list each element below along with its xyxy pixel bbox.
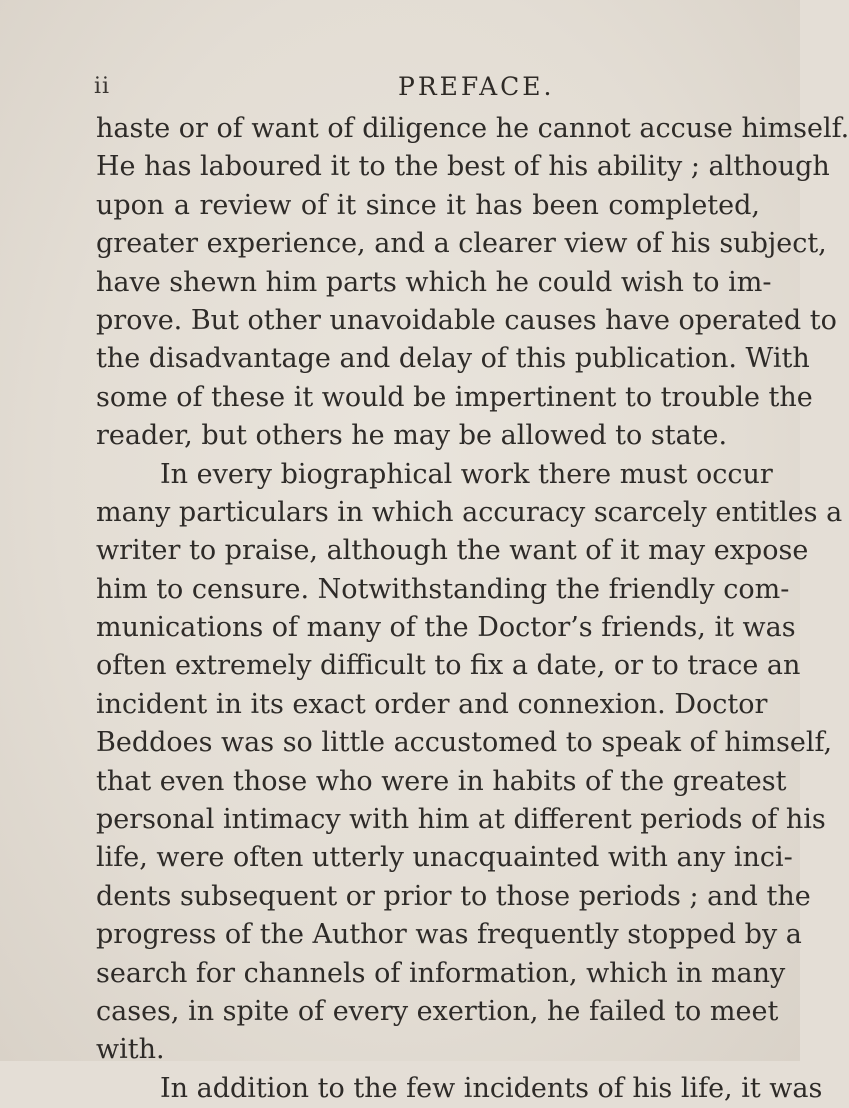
- text-line: writer to praise, although the want of it may expose: [96, 535, 809, 567]
- text-line: often extremely difficult to fix a date, or to trace an: [96, 650, 801, 682]
- running-head: PREFACE.: [398, 72, 555, 101]
- text-line: haste or of want of diligence he cannot accuse himself.: [96, 113, 849, 144]
- text-line: personal intimacy with him at different periods of his: [96, 804, 826, 836]
- text-line: greater experience, and a clearer view of his subject,: [96, 228, 827, 260]
- text-line: upon a review of it since it has been completed,: [96, 189, 760, 221]
- text-line: the disadvantage and delay of this publication. With: [96, 343, 810, 375]
- text-line: He has laboured it to the best of his ability ; although: [96, 151, 830, 183]
- text-line: munications of many of the Doctor’s friends, it was: [96, 612, 796, 644]
- text-line: with.: [96, 1034, 165, 1066]
- text-line: Beddoes was so little accustomed to speak of himself,: [96, 727, 833, 759]
- text-line: reader, but others he may be allowed to state.: [96, 420, 728, 452]
- text-line: some of these it would be impertinent to trouble the: [96, 381, 813, 413]
- page-header: [0, 70, 800, 110]
- text-line: In addition to the few incidents of his life, it was: [160, 1072, 823, 1104]
- text-line: life, were often utterly unacquainted with any inci-: [96, 842, 793, 874]
- text-line: prove. But other unavoidable causes have operated to: [96, 304, 837, 336]
- text-line: have shewn him parts which he could wish to im-: [96, 266, 772, 298]
- text-line: dents subsequent or prior to those periods ; and the: [96, 880, 811, 912]
- text-line: him to censure. Notwithstanding the friendly com-: [96, 573, 790, 605]
- body-text: [96, 110, 849, 1108]
- text-line: search for channels of information, which in many: [96, 957, 786, 989]
- text-line: many particulars in which accuracy scarcely entitles a: [96, 496, 843, 528]
- text-line: that even those who were in habits of the greatest: [96, 765, 787, 797]
- text-line: cases, in spite of every exertion, he failed to meet: [96, 995, 779, 1027]
- text-line: In every biographical work there must occur: [160, 458, 773, 490]
- text-line: incident in its exact order and connexion. Doctor: [96, 688, 768, 720]
- text-line: progress of the Author was frequently stopped by a: [96, 919, 802, 951]
- page-number: ii: [94, 74, 111, 99]
